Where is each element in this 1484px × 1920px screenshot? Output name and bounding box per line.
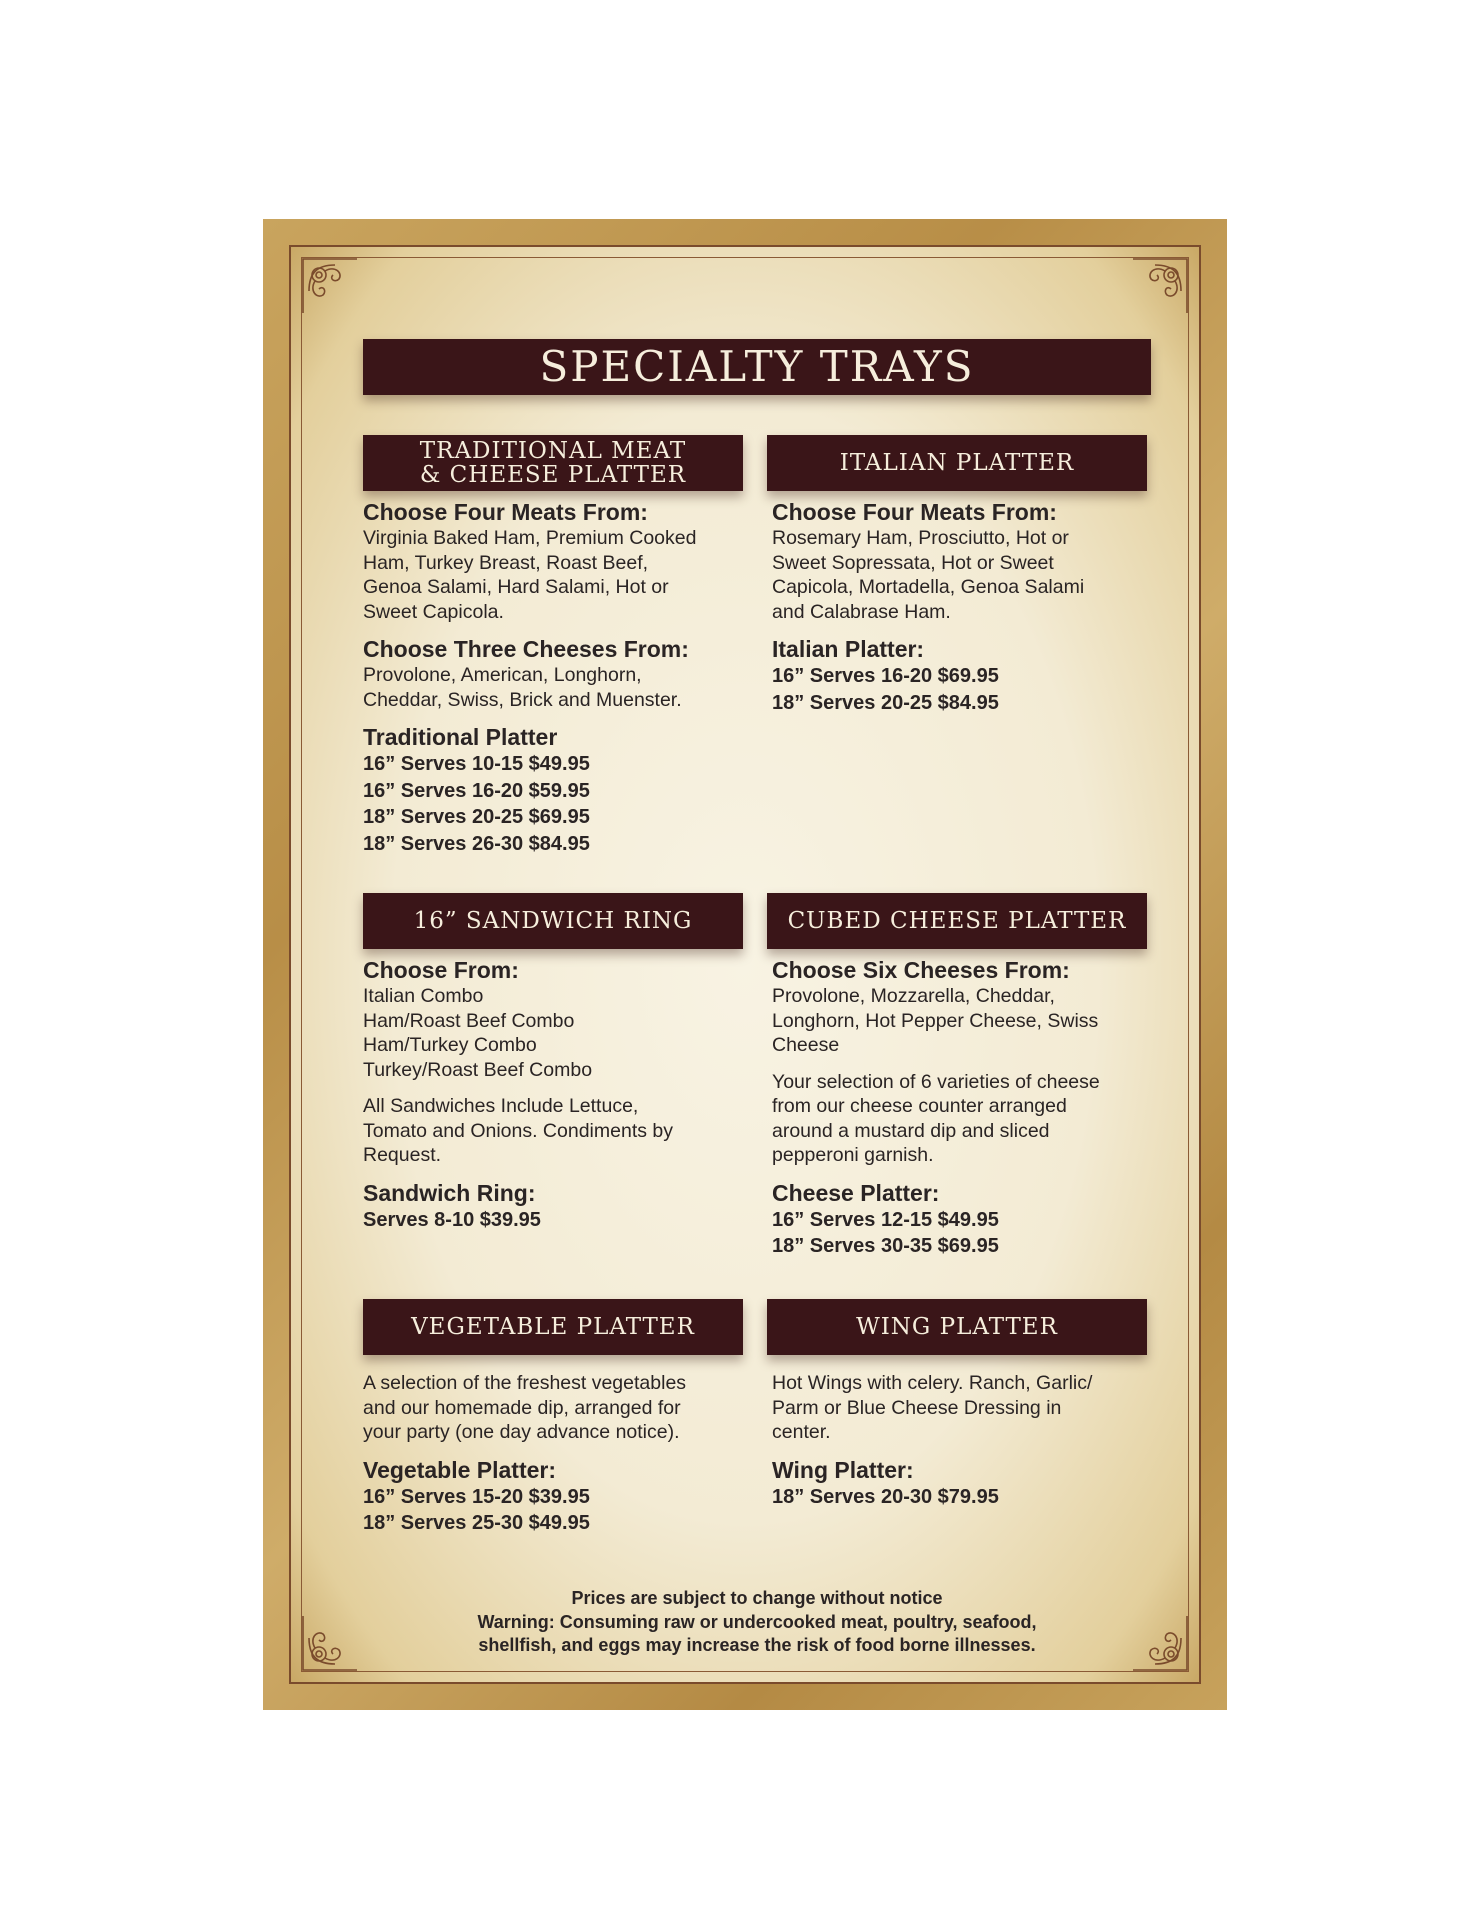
cheeses-line: Cheddar, Swiss, Brick and Muenster. [363,688,682,711]
note-line: Hot Wings with celery. Ranch, Garlic/ [772,1372,1093,1394]
section-header-line: ITALIAN PLATTER [839,450,1075,476]
cheeses-line: Provolone, American, Longhorn, [363,664,642,686]
note-line: from our cheese counter arranged [772,1095,1067,1117]
note-line: All Sandwiches Include Lettuce, [363,1095,639,1117]
section-header-vegetable [363,1299,743,1355]
price-line: 16” Serves 16-20 $59.95 [363,779,590,802]
meats-label: Choose Four Meats From: [772,499,1057,525]
section-header-line: 16” SANDWICH RING [413,908,693,934]
note-line: center. [772,1421,831,1443]
price-line: 16” Serves 10-15 $49.95 [363,753,590,775]
price-line: 18” Serves 20-25 $84.95 [772,691,999,714]
section-cubed-cheese-platter [767,893,1147,1260]
platter-label: Italian Platter: [772,636,925,662]
section-italian-platter [767,435,1147,716]
section-header-line: & CHEESE PLATTER [419,462,687,488]
section-body [363,949,743,1233]
option-line: Ham/Turkey Combo [363,1034,537,1056]
meats-line: Ham, Turkey Breast, Roast Beef, [363,551,649,574]
price-line: 16” Serves 15-20 $39.95 [363,1485,590,1508]
price-line: 18” Serves 26-30 $84.95 [363,832,590,855]
section-header-italian [767,435,1147,491]
price-line: 18” Serves 20-30 $79.95 [772,1485,999,1508]
section-body [767,491,1147,716]
section-header-cubed [767,893,1147,949]
cheeses-label: Choose Six Cheeses From: [772,957,1070,983]
platter-label: Traditional Platter [363,724,558,750]
section-header-line: CUBED CHEESE PLATTER [787,908,1127,934]
cheeses-line: Longhorn, Hot Pepper Cheese, Swiss [772,1009,1099,1032]
meats-line: Rosemary Ham, Prosciutto, Hot or [772,527,1069,549]
price-line: 18” Serves 20-25 $69.95 [363,806,590,828]
section-header-line: TRADITIONAL MEAT [419,438,687,464]
option-line: Ham/Roast Beef Combo [363,1009,575,1032]
menu-board [263,219,1227,1710]
section-body [767,1355,1147,1510]
section-header-traditional [363,435,743,491]
cheeses-label: Choose Three Cheeses From: [363,636,689,662]
meats-line: Sweet Capicola. [363,600,504,623]
section-body [363,1355,743,1537]
price-line: 18” Serves 25-30 $49.95 [363,1512,590,1534]
note-line: A selection of the freshest vegetables [363,1372,687,1394]
section-header-sandwich [363,893,743,949]
note-line: your party (one day advance notice). [363,1421,680,1443]
price-line: Serves 8-10 $39.95 [363,1208,541,1231]
cheeses-line: Cheese [772,1034,840,1056]
platter-label: Vegetable Platter: [363,1456,557,1483]
footer-line: shellfish, and eggs may increase the risk of food borne illnesses. [478,1635,1036,1655]
note-line: Your selection of 6 varieties of cheese [772,1070,1100,1093]
menu-inner-frame [289,245,1201,1684]
corner-ornament-icon [1125,251,1195,321]
meats-label: Choose Four Meats From: [363,499,648,525]
section-vegetable-platter [363,1299,743,1537]
meats-line: Virginia Baked Ham, Premium Cooked [363,527,697,549]
section-body [363,491,743,857]
footer-line: Warning: Consuming raw or undercooked meat, poultry, seafood, [477,1611,1037,1632]
option-line: Turkey/Roast Beef Combo [363,1058,593,1081]
meats-line: Capicola, Mortadella, Genoa Salami [772,576,1085,598]
section-body [767,949,1147,1260]
option-line: Italian Combo [363,985,484,1007]
cheeses-line: Provolone, Mozzarella, Cheddar, [772,985,1055,1007]
price-line: 16” Serves 16-20 $69.95 [772,665,999,687]
section-traditional-platter [363,435,743,857]
note-line: pepperoni garnish. [772,1144,934,1166]
platter-label: Sandwich Ring: [363,1179,536,1206]
price-line: 18” Serves 30-35 $69.95 [772,1235,999,1257]
note-line: Tomato and Onions. Condiments by [363,1119,674,1142]
section-sandwich-ring [363,893,743,1233]
corner-ornament-icon [295,251,365,321]
section-wing-platter [767,1299,1147,1510]
note-line: Request. [363,1144,442,1166]
section-header-wing [767,1299,1147,1355]
platter-label: Cheese Platter: [772,1179,940,1206]
note-line: around a mustard dip and sliced [772,1119,1050,1142]
meats-line: Genoa Salami, Hard Salami, Hot or [363,576,669,598]
footer-line: Prices are subject to change without notice [571,1588,943,1608]
meats-line: Sweet Sopressata, Hot or Sweet [772,551,1054,574]
choose-label: Choose From: [363,957,519,983]
page-title: SPECIALTY TRAYS [363,339,1151,395]
section-header-line: VEGETABLE PLATTER [411,1314,695,1340]
footer-notice [363,1587,1151,1658]
platter-label: Wing Platter: [772,1456,914,1483]
note-line: and our homemade dip, arranged for [363,1396,681,1419]
corner-ornament-icon [295,1608,365,1678]
note-line: Parm or Blue Cheese Dressing in [772,1396,1062,1419]
price-line: 16” Serves 12-15 $49.95 [772,1208,999,1231]
meats-line: and Calabrase Ham. [772,600,951,623]
section-header-line: WING PLATTER [856,1314,1058,1340]
